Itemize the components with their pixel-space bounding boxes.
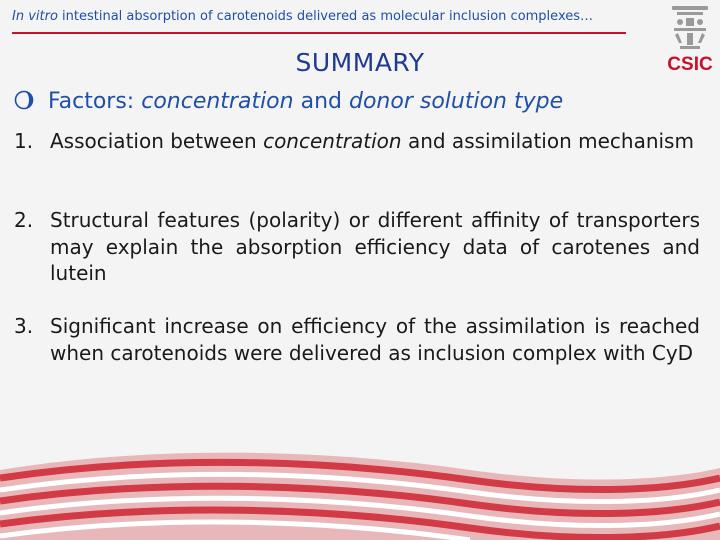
csic-logo-text: CSIC: [667, 54, 713, 75]
header-title-italic: In vitro: [12, 9, 58, 24]
subtitle-term-concentration: concentration: [141, 89, 294, 114]
csic-emblem-icon: [668, 2, 712, 52]
subtitle-prefix: Factors:: [48, 89, 142, 114]
slide-title: SUMMARY: [295, 48, 425, 77]
header-divider: [12, 32, 626, 34]
decorative-waves: [0, 448, 720, 540]
sun-bullet-icon: [14, 90, 34, 110]
subtitle-term-donor: donor solution type: [348, 89, 564, 114]
point-text: [50, 128, 700, 155]
point-text: Significant increase on efficiency of the assimilation is reached when carotenoids were delivered as inclusion complex with CyD: [50, 314, 700, 365]
subtitle: [14, 89, 674, 114]
point-text-before: Association between: [50, 129, 264, 153]
header-title-rest: intestinal absorption of carotenoids delivered as molecular inclusion complexes…: [57, 9, 594, 24]
summary-point-1: [14, 128, 700, 155]
point-number: 3.: [14, 314, 34, 338]
header-title: [12, 9, 652, 24]
summary-point-2: [14, 207, 700, 287]
point-text-italic: concentration: [263, 129, 402, 153]
point-number: 2.: [14, 208, 34, 232]
subtitle-middle: and: [293, 89, 349, 114]
point-text: Structural features (polarity) or different affinity of transporters may explain the absorption efficiency data of carotenes and lutein: [50, 208, 700, 285]
point-text-after: and assimilation mechanism: [401, 129, 694, 153]
point-number: 1.: [14, 129, 34, 153]
summary-point-3: [14, 313, 700, 366]
